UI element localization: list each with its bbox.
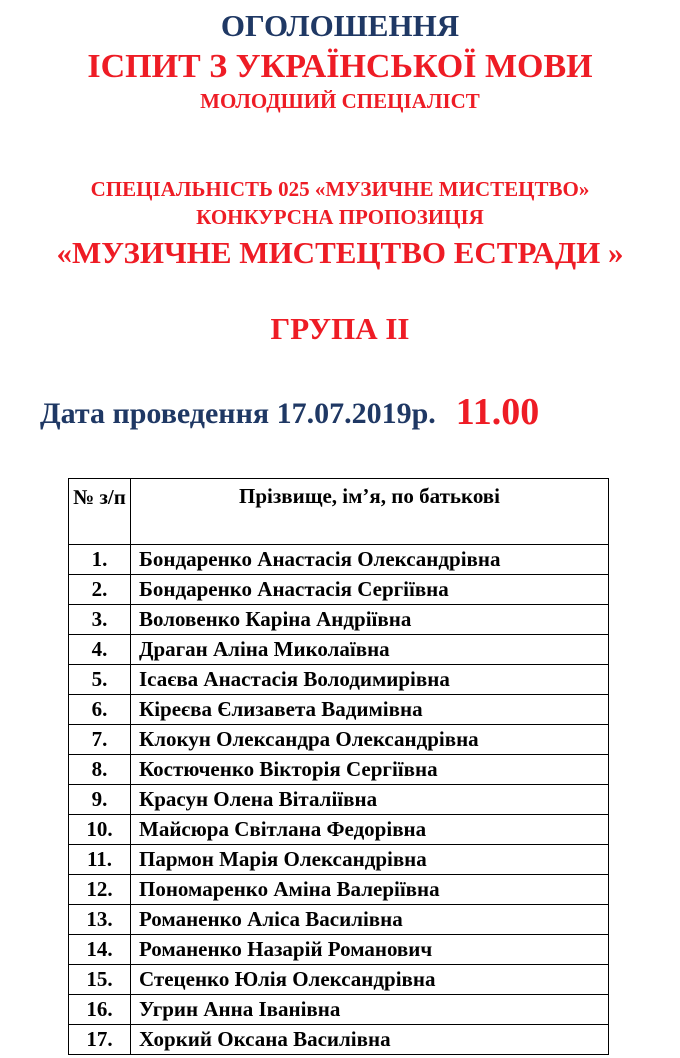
row-number: 16. xyxy=(69,995,131,1025)
table-row xyxy=(69,875,609,905)
row-number: 15. xyxy=(69,965,131,995)
table-row xyxy=(69,635,609,665)
participant-name: Драган Аліна Миколаївна xyxy=(131,635,609,665)
proposal-name: «МУЗИЧНЕ МИСТЕЦТВО ЕСТРАДИ » xyxy=(56,235,624,270)
participant-name: Романенко Назарій Романович xyxy=(131,935,609,965)
exam-title: ІСПИТ З УКРАЇНСЬКОЇ МОВИ xyxy=(87,48,593,85)
row-number: 9. xyxy=(69,785,131,815)
table-row xyxy=(69,935,609,965)
row-number: 6. xyxy=(69,695,131,725)
participant-name: Костюченко Вікторія Сергіївна xyxy=(131,755,609,785)
row-number: 17. xyxy=(69,1025,131,1055)
date-label: Дата проведення 17.07.2019р. xyxy=(40,397,436,430)
level-subtitle: МОЛОДШИЙ СПЕЦІАЛІСТ xyxy=(200,89,480,113)
participant-name: Угрин Анна Іванівна xyxy=(131,995,609,1025)
row-number: 3. xyxy=(69,605,131,635)
participant-name: Воловенко Каріна Андріївна xyxy=(131,605,609,635)
table-row xyxy=(69,905,609,935)
table-row xyxy=(69,725,609,755)
row-number: 1. xyxy=(69,545,131,575)
column-header-number: № з/п xyxy=(69,479,131,545)
participant-name: Красун Олена Віталіївна xyxy=(131,785,609,815)
participant-name: Бондаренко Анастасія Олександрівна xyxy=(131,545,609,575)
announcement-title: ОГОЛОШЕННЯ xyxy=(220,8,460,43)
table-row xyxy=(69,545,609,575)
row-number: 11. xyxy=(69,845,131,875)
row-number: 14. xyxy=(69,935,131,965)
specialty-line: СПЕЦІАЛЬНІСТЬ 025 «МУЗИЧНЕ МИСТЕЦТВО» xyxy=(90,177,590,201)
schedule-line xyxy=(40,391,540,433)
row-number: 5. xyxy=(69,665,131,695)
table-row xyxy=(69,815,609,845)
row-number: 4. xyxy=(69,635,131,665)
participant-name: Ісаєва Анастасія Володимирівна xyxy=(131,665,609,695)
column-header-name: Прізвище, ім’я, по батькові xyxy=(131,479,609,545)
row-number: 10. xyxy=(69,815,131,845)
row-number: 12. xyxy=(69,875,131,905)
participant-name: Клокун Олександра Олександрівна xyxy=(131,725,609,755)
proposal-label: КОНКУРСНА ПРОПОЗИЦІЯ xyxy=(196,205,484,229)
table-row xyxy=(69,575,609,605)
participant-name: Романенко Аліса Василівна xyxy=(131,905,609,935)
table-row xyxy=(69,995,609,1025)
row-number: 8. xyxy=(69,755,131,785)
table-row xyxy=(69,605,609,635)
table-row xyxy=(69,665,609,695)
table-header-row xyxy=(69,479,609,545)
exam-time: 11.00 xyxy=(455,391,540,433)
participant-name: Пармон Марія Олександрівна xyxy=(131,845,609,875)
participant-name: Пономаренко Аміна Валеріївна xyxy=(131,875,609,905)
table-row xyxy=(69,845,609,875)
table-row xyxy=(69,1025,609,1055)
participants-table xyxy=(68,478,609,1055)
participant-name: Кіреєва Єлизавета Вадимівна xyxy=(131,695,609,725)
participant-name: Бондаренко Анастасія Сергіївна xyxy=(131,575,609,605)
participant-name: Хоркий Оксана Василівна xyxy=(131,1025,609,1055)
row-number: 13. xyxy=(69,905,131,935)
participant-name: Стеценко Юлія Олександрівна xyxy=(131,965,609,995)
table-row xyxy=(69,755,609,785)
table-row xyxy=(69,785,609,815)
table-row xyxy=(69,695,609,725)
row-number: 7. xyxy=(69,725,131,755)
group-title: ГРУПА ІІ xyxy=(270,311,410,346)
row-number: 2. xyxy=(69,575,131,605)
table-row xyxy=(69,965,609,995)
participant-name: Майсюра Світлана Федорівна xyxy=(131,815,609,845)
